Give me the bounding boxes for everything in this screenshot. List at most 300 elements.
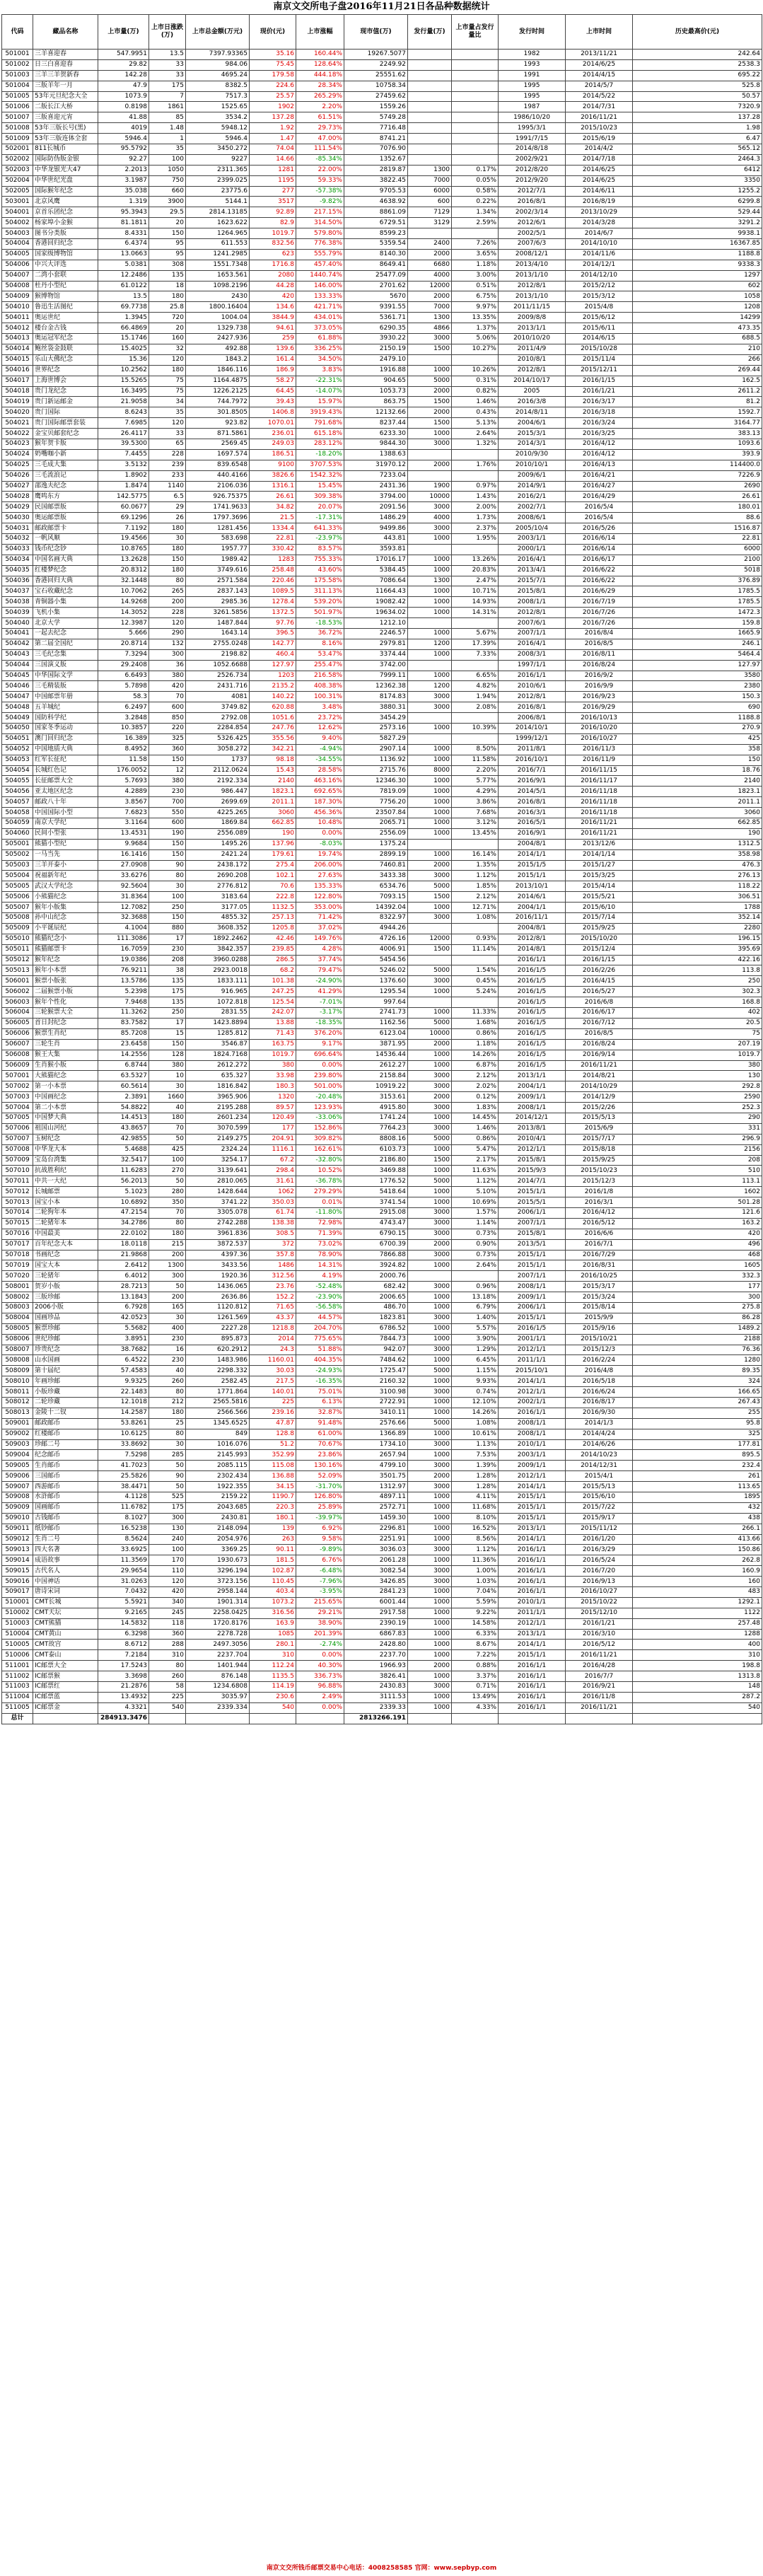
table-cell: 2004/1/1 [499, 903, 566, 913]
table-cell: 316.56 [250, 1608, 296, 1618]
table-cell: 6001.44 [344, 1597, 408, 1608]
table-cell: 5000 [408, 1134, 452, 1144]
table-cell: 138.38 [250, 1218, 296, 1229]
table-cell: 504041 [2, 628, 33, 639]
table-cell: 2715.76 [344, 765, 408, 776]
table-cell: 2556.089 [186, 828, 250, 839]
table-cell: 505012 [2, 955, 33, 965]
table-cell: 2016/11/18 [566, 808, 633, 818]
table-cell: 444.18% [296, 70, 344, 81]
table-cell: 149.76% [296, 934, 344, 944]
table-cell: 700 [149, 797, 186, 808]
table-cell: 2000 [408, 1039, 452, 1050]
table-cell: 511003 [2, 1682, 33, 1693]
table-cell: 8.16% [296, 639, 344, 649]
table-cell: 9.97% [452, 302, 499, 313]
table-cell: 180 [149, 1229, 186, 1239]
table-cell: 504056 [2, 787, 33, 797]
table-cell: 3.48% [296, 702, 344, 713]
table-cell: 7.4455 [98, 449, 149, 460]
item-name-cell: 奶嘴咖小新 [33, 449, 98, 460]
table-cell: 277 [250, 186, 296, 197]
table-cell: 2015/6/11 [566, 323, 633, 334]
table-row [2, 144, 762, 155]
table-cell: 2497.3056 [186, 1640, 250, 1650]
table-cell: 511001 [2, 1661, 33, 1671]
table-cell: 130 [149, 1524, 186, 1534]
table-cell: 19.74% [296, 849, 344, 860]
table-row [2, 1018, 762, 1028]
table-cell: 7076.90 [344, 144, 408, 155]
table-cell: 505002 [2, 849, 33, 860]
table-cell: 180 [149, 291, 186, 302]
table-cell: 82.9 [250, 218, 296, 228]
item-name-cell: 首日封纪念 [33, 1018, 98, 1028]
table-cell: 60.5614 [98, 1081, 149, 1092]
table-cell: 175.58% [296, 576, 344, 586]
table-cell [452, 112, 499, 123]
table-cell: 28.7213 [98, 1282, 149, 1292]
table-cell: 2400 [408, 239, 452, 250]
item-name-cell: 猴年纪念 [33, 955, 98, 965]
table-cell: 3070.599 [186, 1123, 250, 1134]
table-cell: 17 [149, 1018, 186, 1028]
table-cell: 2015/1/1 [499, 1650, 566, 1661]
table-cell: 71.42% [296, 913, 344, 924]
table-cell: 2012/1/1 [499, 1387, 566, 1398]
table-cell: 2016/1/1 [499, 1545, 566, 1555]
table-cell: 58.27 [250, 376, 296, 386]
table-cell: 60.0677 [98, 502, 149, 513]
table-cell: 1.83% [452, 1103, 499, 1113]
table-cell: -4.94% [296, 744, 344, 755]
table-cell: 6233.30 [344, 429, 408, 439]
table-cell: 1423.8894 [186, 1018, 250, 1028]
table-cell [408, 660, 452, 671]
table-cell: 504001 [2, 207, 33, 218]
item-name-cell: 二届猴票小版 [33, 987, 98, 997]
table-cell: 80 [149, 1218, 186, 1229]
item-name-cell: 53年三版长号(黑) [33, 123, 98, 134]
table-cell: 1089.5 [250, 586, 296, 597]
table-cell: 23.6458 [98, 1039, 149, 1050]
table-cell: 505003 [2, 860, 33, 871]
table-cell: 120 [149, 418, 186, 429]
table-cell: 146.00% [296, 281, 344, 291]
table-row [2, 1081, 762, 1092]
table-cell: 3872.537 [186, 1239, 250, 1250]
table-cell: 547.9951 [98, 50, 149, 60]
table-cell: 2792.08 [186, 713, 250, 724]
table-cell: 225 [250, 1398, 296, 1408]
table-cell: 21.5 [250, 513, 296, 523]
table-cell: 179.61 [250, 849, 296, 860]
table-cell: 2006.65 [344, 1292, 408, 1303]
table-cell: 206.00% [296, 860, 344, 871]
table-cell: 1989.42 [186, 555, 250, 565]
table-cell: 15 [149, 1028, 186, 1039]
table-cell: 2008/1/1 [499, 1103, 566, 1113]
table-row [2, 1123, 762, 1134]
table-cell: 4743.47 [344, 1218, 408, 1229]
table-cell: 2015/1/27 [566, 860, 633, 871]
item-name-cell: 猴年贺卡版 [33, 439, 98, 449]
table-cell: 14392.04 [344, 903, 408, 913]
table-cell: -14.07% [296, 386, 344, 397]
table-cell: 2000 [408, 460, 452, 470]
table-cell: 5827.29 [344, 733, 408, 744]
table-cell: 2837.143 [186, 586, 250, 597]
table-row [2, 903, 762, 913]
table-row [2, 123, 762, 134]
table-row [2, 1629, 762, 1640]
table-cell: 507002 [2, 1081, 33, 1092]
table-cell: 1.85% [452, 881, 499, 892]
table-cell: 504019 [2, 397, 33, 407]
table-cell: 2140 [633, 776, 762, 787]
table-cell: 10.26% [452, 365, 499, 376]
column-header: 上市量占发行量比 [452, 15, 499, 50]
table-row [2, 839, 762, 849]
table-cell: 2014/10/10 [566, 239, 633, 250]
table-cell: 5.4688 [98, 1144, 149, 1155]
table-cell: 1995 [499, 81, 566, 91]
table-cell: 0.51% [452, 281, 499, 291]
table-cell: 4944.26 [344, 923, 408, 934]
table-cell: 2390.19 [344, 1618, 408, 1629]
table-cell: 9705.53 [344, 186, 408, 197]
table-cell: 3000 [408, 702, 452, 713]
table-cell: 1846.116 [186, 365, 250, 376]
item-name-cell: 猴票小版张 [33, 976, 98, 987]
item-name-cell: 二轮狗年本 [33, 1207, 98, 1218]
table-cell: 2.3891 [98, 1092, 149, 1103]
table-cell: 15.43 [250, 765, 296, 776]
table-row [2, 165, 762, 175]
table-cell: 2011.1 [633, 797, 762, 808]
table-cell: 325 [633, 1429, 762, 1439]
table-cell: 139 [250, 1524, 296, 1534]
table-row [2, 1376, 762, 1387]
table-cell: 1000 [408, 1323, 452, 1334]
table-cell: 2016/4/13 [566, 460, 633, 470]
table-cell: 508002 [2, 1292, 33, 1303]
table-cell: 101.38 [250, 976, 296, 987]
item-name-cell: 亚太地区纪念 [33, 787, 98, 797]
table-row [2, 1050, 762, 1060]
table-cell: 2015/2/12 [566, 281, 633, 291]
table-cell: 4726.16 [344, 934, 408, 944]
table-cell: 3000 [408, 692, 452, 702]
table-cell: 163.2 [633, 1218, 762, 1229]
table-cell: 1329.738 [186, 323, 250, 334]
table-cell [408, 123, 452, 134]
table-row [2, 1176, 762, 1187]
item-name-cell: 鲁迅生活图纪 [33, 302, 98, 313]
table-cell: 150 [149, 839, 186, 849]
table-cell: 373.05% [296, 323, 344, 334]
table-cell: 660 [149, 186, 186, 197]
table-cell: 0.74% [452, 1387, 499, 1398]
table-cell: 135.33% [296, 881, 344, 892]
table-cell: 17 [149, 934, 186, 944]
table-row [2, 565, 762, 576]
table-cell: 2014/5/1 [499, 787, 566, 797]
table-cell: 3369.25 [186, 1545, 250, 1555]
column-header: 上市量(万) [98, 15, 149, 50]
table-row [2, 186, 762, 197]
table-cell: 504020 [2, 407, 33, 418]
table-cell: 123.93% [296, 1103, 344, 1113]
table-cell: 1.46% [452, 397, 499, 407]
table-cell: 10758.34 [344, 81, 408, 91]
item-name-cell: 年画珍邮 [33, 1376, 98, 1387]
table-cell: 113.65 [633, 1482, 762, 1492]
table-cell: 2016/1/5 [499, 976, 566, 987]
table-cell: 1019.7 [250, 1050, 296, 1060]
table-cell: 2.2013 [98, 165, 149, 175]
table-cell: 1116.1 [250, 1144, 296, 1155]
table-cell: 38.4471 [98, 1482, 149, 1492]
table-cell: 2015/3/12 [566, 291, 633, 302]
table-cell: 111.3086 [98, 934, 149, 944]
table-cell: 506007 [2, 1039, 33, 1050]
table-cell: 11664.43 [344, 586, 408, 597]
table-cell: 19.0386 [98, 955, 149, 965]
table-row [2, 1187, 762, 1197]
table-cell: -24.93% [296, 1366, 344, 1376]
table-cell: 2590 [633, 1092, 762, 1103]
table-cell: 3965.906 [186, 1092, 250, 1103]
table-cell: 1816.842 [186, 1081, 250, 1092]
table-cell: 2016/8/4 [566, 628, 633, 639]
table-cell: -18.53% [296, 618, 344, 629]
table-row [2, 323, 762, 334]
table-cell: 0.05% [452, 175, 499, 186]
table-cell: 509006 [2, 1471, 33, 1482]
table-cell: 3469.88 [344, 1166, 408, 1176]
table-cell: 2016/9/14 [566, 1050, 633, 1060]
table-cell [452, 470, 499, 481]
table-cell: 504027 [2, 481, 33, 492]
table-cell: 228 [149, 608, 186, 618]
table-cell: 3844.9 [250, 313, 296, 323]
table-cell: 1234.6808 [186, 1682, 250, 1693]
table-cell: 2016/8/24 [566, 1039, 633, 1050]
table-cell: 20.8312 [98, 565, 149, 576]
table-cell: 2917.58 [344, 1608, 408, 1618]
table-row [2, 1502, 762, 1513]
table-cell: 504012 [2, 323, 33, 334]
table-cell: 14299 [633, 313, 762, 323]
table-cell: 5.67% [452, 628, 499, 639]
table-cell: 14.2556 [98, 1050, 149, 1060]
table-cell: 8237.44 [344, 418, 408, 429]
table-cell: 2007/1/1 [499, 628, 566, 639]
table-cell: 16.7059 [98, 944, 149, 955]
table-cell: 507004 [2, 1103, 33, 1113]
table-cell: 110.45 [250, 1577, 296, 1587]
table-cell: 2699.69 [186, 797, 250, 808]
table-cell: 2014/8/21 [566, 1071, 633, 1081]
table-cell: 5361.71 [344, 313, 408, 323]
table-cell: 1000 [408, 533, 452, 544]
table-cell: 511002 [2, 1671, 33, 1682]
table-cell: 13.49% [452, 1692, 499, 1702]
table-cell: 2612.27 [344, 1060, 408, 1071]
table-cell: 1000 [408, 565, 452, 576]
table-cell: 3000 [408, 871, 452, 881]
table-cell: 41.29% [296, 987, 344, 997]
table-cell: 177 [633, 1282, 762, 1292]
table-cell: 2010/10/1 [499, 460, 566, 470]
table-cell: 2016/5/18 [566, 1376, 633, 1387]
table-row [2, 1387, 762, 1398]
table-cell: 250 [149, 1008, 186, 1019]
table-cell: 4397.36 [186, 1250, 250, 1260]
table-cell: 2015/5/13 [566, 1482, 633, 1492]
table-row [2, 218, 762, 228]
table-cell: 508001 [2, 1282, 33, 1292]
table-cell: 4081 [186, 692, 250, 702]
table-row [2, 1545, 762, 1555]
table-cell: 507008 [2, 1144, 33, 1155]
item-name-cell: 一起去纪念 [33, 628, 98, 639]
table-row [2, 808, 762, 818]
table-cell: 3000 [408, 1461, 452, 1471]
table-cell: 688.5 [633, 334, 762, 344]
table-cell: 662.85 [250, 818, 296, 829]
table-cell: 75 [149, 386, 186, 397]
table-cell: 120 [149, 618, 186, 629]
table-cell: 942.07 [344, 1345, 408, 1355]
table-cell: 1.92 [250, 123, 296, 134]
table-cell: 3749.616 [186, 565, 250, 576]
table-cell: 5946.4 [186, 134, 250, 144]
table-cell: 504044 [2, 660, 33, 671]
table-cell: 2538.3 [633, 59, 762, 70]
table-cell: 10000 [408, 1028, 452, 1039]
table-cell: 170 [149, 1555, 186, 1566]
table-cell: 15.5265 [98, 376, 149, 386]
table-cell: 2380 [633, 681, 762, 692]
table-cell: 135 [149, 976, 186, 987]
table-cell: 2907.14 [344, 744, 408, 755]
table-row [2, 228, 762, 239]
table-cell: 2016/5/4 [566, 502, 633, 513]
table-cell: 61.88% [296, 334, 344, 344]
table-cell: 8.5624 [98, 1534, 149, 1545]
table-cell: 2.08% [452, 702, 499, 713]
table-cell: 1122 [633, 1608, 762, 1618]
table-cell: 2015/10/1 [499, 1366, 566, 1376]
table-cell: 32.5417 [98, 1155, 149, 1166]
table-cell: 2006/8/1 [499, 713, 566, 724]
table-cell: 1.00% [452, 1566, 499, 1577]
table-cell: 1283 [250, 555, 296, 565]
table-cell: 511004 [2, 1692, 33, 1702]
item-name-cell: 小熊猫纪念 [33, 892, 98, 903]
table-row [2, 1640, 762, 1650]
table-cell: 555.79% [296, 249, 344, 260]
table-cell: 2246.57 [344, 628, 408, 639]
table-cell: 2002/3/14 [499, 207, 566, 218]
table-row [2, 608, 762, 618]
table-cell: 2145.993 [186, 1450, 250, 1461]
table-cell: 61.74 [250, 1207, 296, 1218]
table-cell: 181.5 [250, 1555, 296, 1566]
table-cell: 7.1192 [98, 523, 149, 534]
table-cell: 324 [633, 1376, 762, 1387]
table-cell: 2636.86 [186, 1292, 250, 1303]
table-cell: 923.82 [186, 418, 250, 429]
item-name-cell: 中华国际文学 [33, 671, 98, 681]
table-cell: 2148.094 [186, 1524, 250, 1534]
table-cell: 4000 [408, 270, 452, 281]
table-cell: 3608.352 [186, 923, 250, 934]
table-cell: 2013/12/6 [566, 839, 633, 849]
table-cell: 1000 [408, 724, 452, 734]
item-name-cell: 图书分类版 [33, 228, 98, 239]
table-cell: -34.55% [296, 755, 344, 765]
table-cell: 43.60% [296, 565, 344, 576]
table-cell: 505008 [2, 913, 33, 924]
table-cell: 5.59% [452, 1597, 499, 1608]
table-cell: 2012/7/1 [499, 186, 566, 197]
table-cell: 28.34% [296, 81, 344, 91]
table-cell: 32.1448 [98, 576, 149, 586]
table-cell: 13.5 [149, 50, 186, 60]
table-cell: 228 [149, 449, 186, 460]
table-cell: 3.00% [452, 270, 499, 281]
table-cell: 510004 [2, 1629, 33, 1640]
table-cell: 408.38% [296, 681, 344, 692]
table-row [2, 439, 762, 449]
table-cell: 501004 [2, 81, 33, 91]
table-cell: 54.8822 [98, 1103, 149, 1113]
table-cell [452, 91, 499, 102]
table-row [2, 1618, 762, 1629]
table-cell [408, 618, 452, 629]
table-cell: 53.47% [296, 649, 344, 660]
table-cell: 2016/7/20 [566, 1566, 633, 1577]
table-cell: 507015 [2, 1218, 33, 1229]
table-cell: 504016 [2, 365, 33, 376]
table-cell: 2015/10/20 [566, 934, 633, 944]
table-cell: 1000 [408, 744, 452, 755]
table-cell: 507001 [2, 1071, 33, 1081]
table-cell: 1000 [408, 1355, 452, 1366]
table-cell: 86.28 [633, 1313, 762, 1323]
table-cell: 37.02% [296, 923, 344, 934]
table-cell: 2016/3/25 [566, 429, 633, 439]
item-name-cell: 猴票生肖纪 [33, 1028, 98, 1039]
table-cell: 2569.45 [186, 439, 250, 449]
table-row [2, 50, 762, 60]
item-name-cell: 二版长江大桥 [33, 102, 98, 112]
table-cell: 2431.716 [186, 681, 250, 692]
item-name-cell: 乐山大佛纪念 [33, 354, 98, 365]
table-cell: 3000 [408, 334, 452, 344]
table-cell: 2188 [633, 1334, 762, 1345]
table-cell: 148 [633, 1682, 762, 1693]
table-cell: 2016/9/13 [566, 1577, 633, 1587]
table-cell: 1.68% [452, 1018, 499, 1028]
table-cell: 200 [149, 1250, 186, 1260]
table-cell: 3000 [408, 1103, 452, 1113]
table-cell: 310 [250, 1650, 296, 1661]
table-row [2, 1450, 762, 1461]
